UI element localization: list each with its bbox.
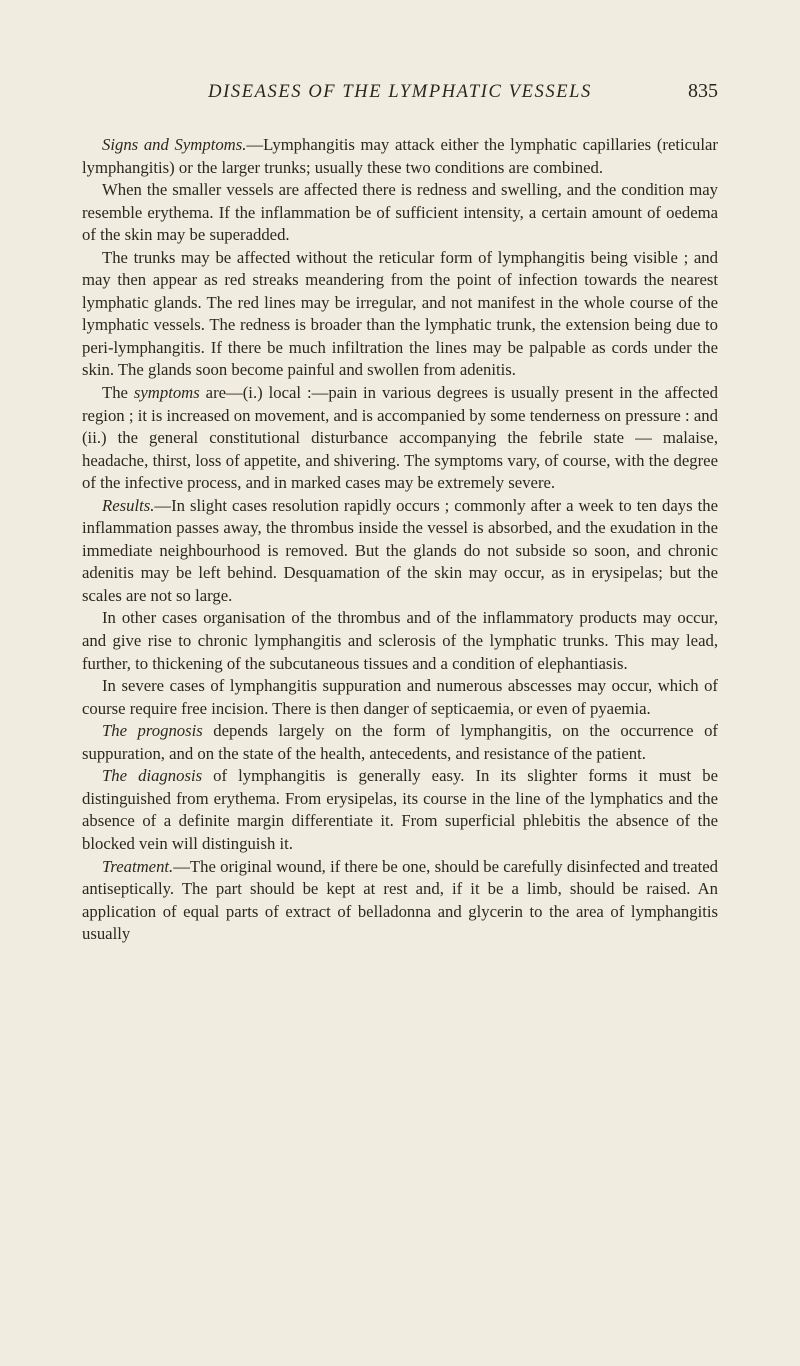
section-heading-diagnosis: The diagnosis bbox=[102, 766, 203, 786]
paragraph-results: Results.—In slight cases resolution rapidly occurs ; commonly after a week to ten days the inflammation passes away, the thrombus inside the vessel is absorbed, and the exudation in the immediate neighbourhood is removed. But the glands do not subside so soon, and chronic adenitis may be left behind. Desquamation of the skin may occur, as in erysipelas; but the scales are not so large. bbox=[82, 495, 718, 605]
book-page bbox=[0, 82, 800, 1366]
section-heading-treatment: Treatment. bbox=[102, 856, 174, 876]
section-heading-prognosis: The prognosis bbox=[102, 721, 203, 741]
section-heading-signs-symptoms: Signs and Symptoms. bbox=[102, 135, 247, 154]
paragraph-signs-symptoms: Signs and Symptoms.—Lymphangitis may attack either the lymphatic capillaries (reticular lymphangitis) or the larger trunks; usually these two conditions are combined. bbox=[82, 135, 718, 177]
body-text bbox=[82, 134, 718, 946]
paragraph-smaller-vessels: When the smaller vessels are affected there is redness and swelling, and the condition may resemble erythema. If the inflammation be of sufficient intensity, a certain amount of oedema of the skin may be superadded. bbox=[82, 180, 718, 245]
page-number: 835 bbox=[688, 80, 718, 102]
paragraph-treatment: Treatment.—The original wound, if there be one, should be carefully disinfected and treated antiseptically. The part should be kept at rest and, if it be a limb, should be raised. An application of equal parts of extract of belladonna and glycerin to the area of lymphangitis usually bbox=[82, 856, 718, 944]
running-title: DISEASES OF THE LYMPHATIC VESSELS bbox=[208, 82, 592, 102]
section-heading-results: Results. bbox=[102, 495, 155, 515]
paragraph-diagnosis: The diagnosis of lymphangitis is generally easy. In its slighter forms it must be distinguished from erythema. From erysipelas, its course in the line of the lymphatics and the absence of a definite margin differentiate it. From superficial phlebitis the absence of the blocked vein will distinguish it. bbox=[82, 766, 718, 853]
paragraph-trunks: The trunks may be affected without the reticular form of lymphangitis being visible ; and may then appear as red streaks meandering from the point of infection towards the nearest lymphatic glands. The red lines may be irregular, and not manifest in the whole course of the lymphatic vessels. The redness is broader than the lymphatic trunk, the extension being due to peri-lymphangitis. If there be much infiltration the lines may be palpable as cords under the skin. The glands soon become painful and swollen from adenitis. bbox=[82, 247, 718, 380]
section-heading-symptoms: symptoms bbox=[133, 383, 200, 403]
paragraph-symptoms: The symptoms are—(i.) local :—pain in various degrees is usually present in the affected region ; it is increased on movement, and is accompanied by some tenderness on pressure : and (ii.) the general constitutional disturbance accompanying the febrile state — malaise, headache, thirst, loss of appetite, and shivering. The symptoms vary, of course, with the degree of the infective process, and in marked cases may be extremely severe. bbox=[82, 383, 718, 493]
paragraph-severe-cases: In severe cases of lymphangitis suppuration and numerous abscesses may occur, which of course require free incision. There is then danger of septicaemia, or even of pyaemia. bbox=[82, 676, 718, 718]
paragraph-organisation: In other cases organisation of the thrombus and of the inflammatory products may occur, and give rise to chronic lymphangitis and sclerosis of the lymphatic trunks. This may lead, further, to thickening of the subcutaneous tissues and a condition of elephantiasis. bbox=[82, 608, 718, 673]
page-header bbox=[82, 82, 718, 118]
paragraph-prognosis: The prognosis depends largely on the form of lymphangitis, on the occurrence of suppuration, and on the state of the health, antecedents, and resistance of the patient. bbox=[82, 721, 718, 763]
